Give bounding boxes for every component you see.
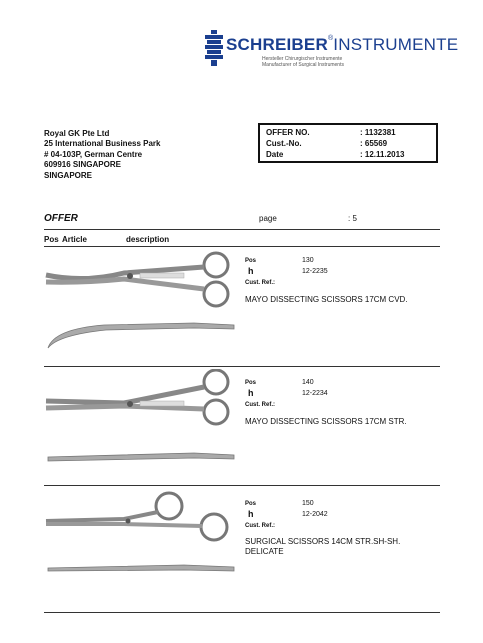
description-line: MAYO DISSECTING SCISSORS 17CM CVD.: [245, 295, 408, 304]
offer-no-label: OFFER NO.: [266, 128, 310, 137]
pos-label: Pos: [245, 501, 257, 507]
cust-ref-label: Cust. Ref.:: [245, 402, 275, 408]
customer-address: [44, 129, 161, 181]
date-value: : 12.11.2013: [360, 150, 405, 159]
article-number: 12-2235: [302, 268, 328, 275]
description-line: DELICATE: [245, 547, 284, 556]
divider: [44, 366, 440, 367]
description-line: SURGICAL SCISSORS 14CM STR.SH-SH.: [245, 537, 401, 546]
divider: [44, 612, 440, 613]
description-line: MAYO DISSECTING SCISSORS 17CM STR.: [245, 417, 407, 426]
offer-title: OFFER: [44, 213, 78, 224]
item-description: [245, 295, 408, 305]
address-line: # 04-103P, German Centre: [44, 149, 143, 159]
pos-value: 150: [302, 500, 314, 507]
divider: [44, 246, 440, 247]
pos-label: Pos: [245, 380, 257, 386]
address-line: 609916 SINGAPORE: [44, 160, 121, 170]
cust-no-value: : 65569: [360, 139, 388, 148]
col-pos-header: Pos: [44, 235, 59, 244]
h-mark: h: [248, 388, 254, 398]
divider: [44, 229, 440, 230]
address-line: SINGAPORE: [44, 170, 93, 180]
curved-scissors-image: [44, 249, 240, 355]
item-description: [245, 417, 407, 427]
straight-scissors-image: [44, 369, 240, 475]
cust-ref-label: Cust. Ref.:: [245, 280, 275, 286]
pos-value: 130: [302, 257, 314, 264]
date-label: Date: [266, 150, 284, 159]
fine-scissors-image: [44, 488, 240, 580]
tagline-de: Hersteller Chirurgischer Instrumente: [262, 56, 343, 62]
brand-light: INSTRUMENTE: [333, 35, 459, 54]
divider: [44, 485, 440, 486]
item-description: [245, 537, 400, 557]
article-number: 12-2042: [302, 511, 328, 518]
offer-no-value: : 1132381: [360, 128, 396, 137]
pos-label: Pos: [245, 258, 257, 264]
cust-no-label: Cust.-No.: [266, 139, 302, 148]
address-line: Royal GK Pte Ltd: [44, 129, 110, 138]
tagline-en: Manufacturer of Surgical Instruments: [262, 62, 344, 68]
offer-info-box: [258, 123, 438, 163]
brand-tagline: [262, 56, 344, 68]
cust-ref-label: Cust. Ref.:: [245, 523, 275, 529]
col-article-header: Article: [62, 235, 87, 244]
brand-name: [226, 35, 458, 55]
article-number: 12-2234: [302, 390, 328, 397]
page-number: : 5: [348, 214, 357, 223]
h-mark: h: [248, 266, 254, 276]
h-mark: h: [248, 509, 254, 519]
brand-registered: ®: [327, 35, 334, 42]
address-line: 25 International Business Park: [44, 139, 161, 149]
col-description-header: description: [126, 235, 170, 244]
pos-value: 140: [302, 379, 314, 386]
page-label: page: [259, 214, 277, 223]
brand-bold: SCHREIBER: [226, 35, 328, 54]
schreiber-logo-icon: [205, 30, 223, 66]
